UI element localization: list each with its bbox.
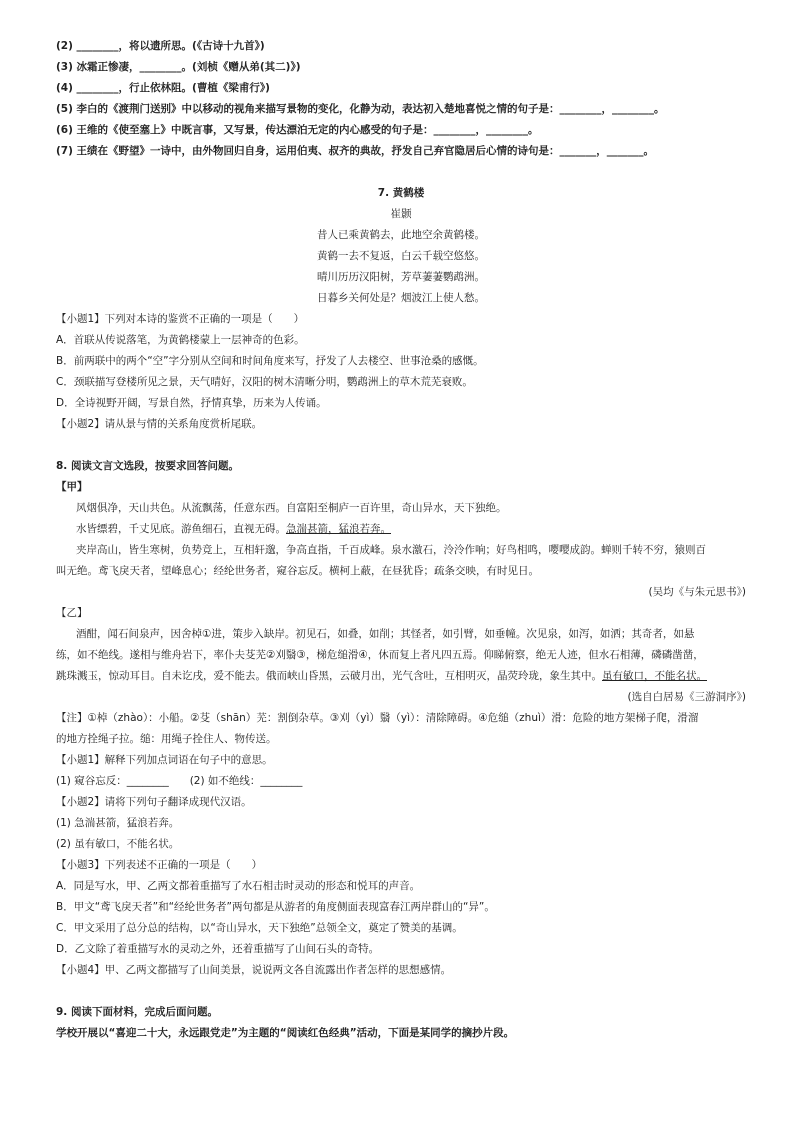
poem-line: 黄鹤一去不复返，白云千载空悠悠。 — [317, 250, 485, 262]
q8-option-b: B．甲文“鸢飞戾天者”和“经纶世务者”两句都是从游者的角度侧面表现富春江两岸群山的“异”。 — [56, 901, 495, 913]
jia-paragraph — [56, 519, 746, 540]
fill-question-4: (4) ________，行止依林阻。(曹植《梁甫行》) — [56, 82, 270, 94]
q9-intro: 学校开展以“喜迎二十大，永远跟党走”为主题的“阅读红色经典”活动，下面是某同学的摘抄片段。 — [56, 1027, 515, 1039]
q8-sub2-item: (2) 虽有敏口，不能名状。 — [56, 838, 180, 850]
jia-paragraph-cont: 叫无绝。鸢飞戾天者，望峰息心；经纶世务者，窥谷忘反。横柯上蔽，在昼犹昏；疏条交映，有时见日。 — [56, 565, 539, 577]
document-page — [56, 36, 746, 1044]
note-line: 【注】①棹（zhào）：小船。②芟（shān）芜：割倒杂草。③刈（yì）翳（yì）：清除障碍。④危缒（zhuì）滑：危险的地方架梯子爬，滑溜 — [56, 712, 699, 724]
q8-option-d: D．乙文除了着重描写水的灵动之外，还着重描写了山间石头的奇特。 — [56, 943, 380, 955]
q8-sub2-item: (1) 急湍甚箭，猛浪若奔。 — [56, 817, 180, 829]
fill-question-3: (3) 冰霜正惨凄，________。(刘桢《赠从弟(其二)》) — [56, 61, 301, 73]
jia-source: (吴均《与朱元思书》) — [648, 586, 746, 598]
fill-question-2: (2) ________，将以遗所思。(《古诗十九首》) — [56, 40, 265, 52]
fill-question-5: (5) 李白的《渡荆门送别》中以移动的视角来描写景物的变化，化静为动，表达初入楚地喜悦之情的句子是：________，________。 — [56, 103, 665, 115]
yi-underlined-sentence: 虽有敏口，不能名状。 — [602, 670, 707, 682]
q7-sub2: 【小题2】请从景与情的关系角度赏析尾联。 — [56, 418, 263, 430]
q7-option-b: B．前两联中的两个“空”字分别从空间和时间角度来写，抒发了人去楼空、世事沧桑的感慨。 — [56, 355, 484, 367]
yi-paragraph-cont: 练，如不绝线。遂相与维舟岩下，率仆夫芟芜②刈翳③，梯危缒滑④，休而复上者凡四五焉。仰睇俯察，绝无人迹，但水石相薄，磷磷凿凿， — [56, 649, 704, 661]
q7-title: 7. 黄鹤楼 — [377, 187, 425, 199]
fill-question-7: (7) 王绩在《野望》一诗中，由外物回归自身，运用伯夷、叔齐的典故，抒发自己弃官隐居后心情的诗句是：_______，_______。 — [56, 145, 655, 157]
q8-option-a: A．同是写水，甲、乙两文都着重描写了水石相击时灵动的形态和悦耳的声音。 — [56, 880, 421, 892]
q7-author: 崔颢 — [390, 208, 412, 220]
poem-line: 日暮乡关何处是？烟波江上使人愁。 — [317, 292, 485, 304]
jia-paragraph: 风烟俱净，天山共色。从流飘荡，任意东西。自富阳至桐庐一百许里，奇山异水，天下独绝。 — [76, 502, 507, 514]
q9-title: 9. 阅读下面材料，完成后面问题。 — [56, 1006, 218, 1018]
yi-source: (选自白居易《三游洞序》) — [627, 691, 746, 703]
yi-paragraph: 酒酣，闻石间泉声，因舍棹①进，策步入缺岸。初见石，如叠，如削；其怪者，如引臂，如垂幢。次见泉，如泻，如洒；其奇者，如悬 — [76, 628, 695, 640]
q7-option-d: D．全诗视野开阔，写景自然，抒情真挚，历来为人传诵。 — [56, 397, 327, 409]
q8-yi-label: 【乙】 — [56, 607, 88, 619]
note-line: 的地方拴绳子拉。缒：用绳子拴住人、物传送。 — [56, 733, 277, 745]
q7-option-c: C．颈联描写登楼所见之景，天气晴好，汉阳的树木清晰分明，鹦鹉洲上的草木荒芜衰败。 — [56, 376, 473, 388]
fill-question-6: (6) 王维的《使至塞上》中既言事，又写景，传达漂泊无定的内心感受的句子是：________，________。 — [56, 124, 539, 136]
q8-sub1: 【小题1】解释下列加点词语在句子中的意思。 — [56, 754, 273, 766]
jia-underlined-sentence: 急湍甚箭，猛浪若奔。 — [286, 523, 391, 535]
q8-title: 8. 阅读文言文选段，按要求回答问题。 — [56, 460, 239, 472]
q8-option-c: C．甲文采用了总分总的结构，以“奇山异水，天下独绝”总领全文，奠定了赞美的基调。 — [56, 922, 463, 934]
poem-line: 晴川历历汉阳树，芳草萋萋鹦鹉洲。 — [317, 271, 485, 283]
q8-sub4: 【小题4】甲、乙两文都描写了山间美景，说说两文各自流露出作者怎样的思想感情。 — [56, 964, 452, 976]
q8-sub2: 【小题2】请将下列句子翻译成现代汉语。 — [56, 796, 252, 808]
q8-sub1-items: (1) 窥谷忘反：________ (2) 如不绝线：________ — [56, 775, 303, 787]
q8-sub3: 【小题3】下列表述不正确的一项是（ ） — [56, 859, 263, 871]
poem-line: 昔人已乘黄鹤去，此地空余黄鹤楼。 — [317, 229, 485, 241]
q7-option-a: A．首联从传说落笔，为黄鹤楼蒙上一层神奇的色彩。 — [56, 334, 305, 346]
q7-sub1: 【小题1】下列对本诗的鉴赏不正确的一项是（ ） — [56, 313, 305, 325]
yi-paragraph-cont — [56, 666, 746, 687]
jia-text: 水皆缥碧，千丈见底。游鱼细石，直视无碍。 — [76, 523, 286, 535]
q8-jia-label: 【甲】 — [56, 481, 88, 493]
yi-text: 跳珠溅玉，惊动耳目。自未讫戌，爱不能去。俄而峡山昏黑，云破月出，光气含吐，互相明灭，晶荧玲珑，象生其中。 — [56, 670, 602, 682]
jia-paragraph: 夹岸高山，皆生寒树，负势竞上，互相轩邈，争高直指，千百成峰。泉水激石，泠泠作响；好鸟相鸣，嘤嘤成韵。蝉则千转不穷，猿则百 — [76, 544, 706, 556]
